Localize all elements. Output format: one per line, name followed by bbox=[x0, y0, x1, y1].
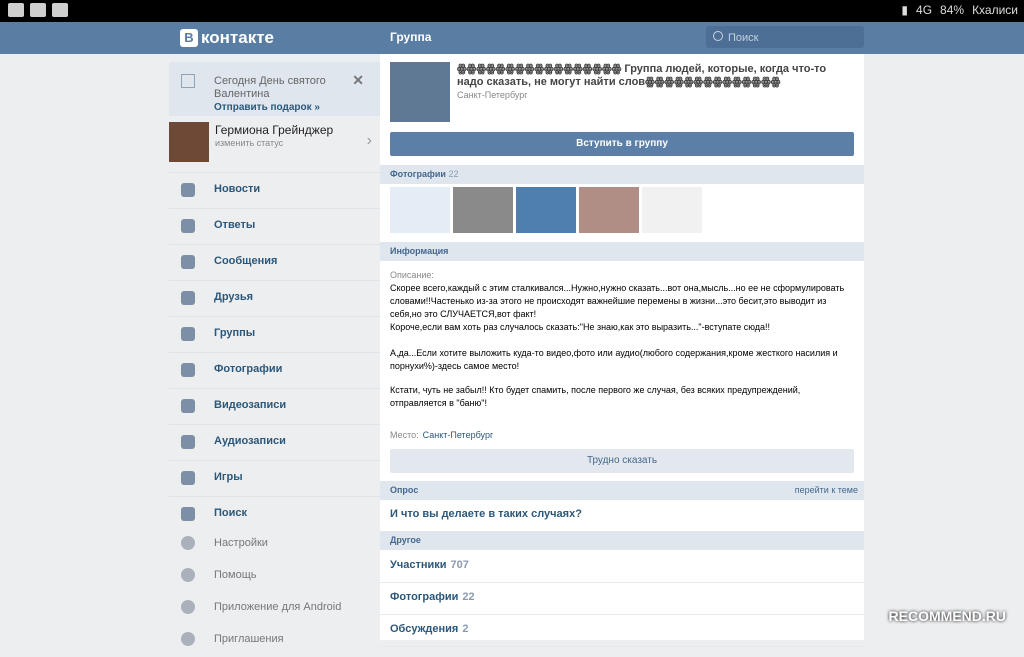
status-app-label: Кхалиси bbox=[972, 3, 1018, 17]
camera-icon bbox=[181, 363, 195, 377]
battery-level: 84% bbox=[940, 3, 965, 17]
discussions-count: 2 bbox=[462, 623, 469, 635]
news-icon bbox=[181, 183, 195, 197]
group-page bbox=[380, 54, 864, 640]
close-icon[interactable]: ✕ bbox=[352, 72, 364, 88]
secondary-menu bbox=[169, 529, 380, 657]
music-icon bbox=[181, 435, 195, 449]
info-section-title: Информация bbox=[390, 246, 449, 256]
description-paragraph: А,да...Если хотите выложить куда-то видео,фото или аудио(любого содержания,кроме жесткого насилия и порнухи%)-здесь самое место! bbox=[390, 348, 838, 371]
photos-section-title: Фотографии bbox=[390, 169, 446, 179]
sidebar-item-photos[interactable]: Фотографии bbox=[169, 352, 380, 388]
invite-icon bbox=[181, 632, 195, 646]
search-icon bbox=[181, 507, 195, 521]
sidebar-item-games[interactable]: Игры bbox=[169, 460, 380, 496]
chevron-right-icon: › bbox=[366, 132, 372, 149]
gift-icon bbox=[181, 74, 195, 88]
place-link[interactable]: Санкт-Петербург bbox=[422, 430, 494, 440]
discussions-row[interactable] bbox=[380, 614, 864, 647]
other-section-header bbox=[380, 531, 864, 550]
change-status-link[interactable]: изменить статус bbox=[215, 138, 284, 148]
network-type: 4G bbox=[916, 3, 933, 17]
sidebar-item-friends[interactable]: Друзья bbox=[169, 280, 380, 316]
vk-logo[interactable] bbox=[180, 28, 274, 48]
photos-row[interactable] bbox=[380, 582, 864, 615]
photos-count: 22 bbox=[448, 169, 459, 179]
photos-label: Фотографии bbox=[390, 591, 459, 603]
description-paragraph: Кстати, чуть не забыл!! Кто будет спамить, после первого же случая, без всяких предупреждений, отправляется в "баню"! bbox=[390, 385, 801, 408]
photo-thumbnail[interactable] bbox=[453, 187, 513, 233]
other-section-title: Другое bbox=[390, 535, 421, 545]
description-paragraph: Короче,если вам хоть раз случалось сказать:"Не знаю,как это выразить..."-вступате сюда!! bbox=[390, 322, 771, 332]
discussions-label: Обсуждения bbox=[390, 623, 459, 635]
group-name: ꙮꙮꙮꙮꙮꙮꙮꙮꙮꙮꙮꙮꙮꙮꙮꙮꙮ Группа людей, которые, когда что-то надо сказать, не могут найти словꙮꙮꙮꙮꙮꙮꙮꙮꙮꙮꙮꙮꙮꙮ bbox=[457, 63, 827, 88]
groups-icon bbox=[181, 327, 195, 341]
help-icon bbox=[181, 568, 195, 582]
top-bar bbox=[0, 22, 1024, 54]
group-city: Санкт-Петербург bbox=[457, 90, 528, 100]
send-gift-link[interactable]: Отправить подарок » bbox=[214, 102, 320, 113]
phone-icon bbox=[181, 600, 195, 614]
poll-section-title: Опрос bbox=[390, 485, 419, 495]
members-count: 707 bbox=[450, 559, 469, 571]
status-bar bbox=[0, 0, 1024, 22]
watermark: RECOMMEND.RU bbox=[888, 608, 1006, 624]
gamepad-icon bbox=[181, 471, 195, 485]
valentine-notification bbox=[169, 62, 380, 116]
sidebar-item-settings[interactable]: Настройки bbox=[169, 529, 380, 561]
search-input[interactable] bbox=[726, 29, 860, 47]
sidebar-item-android-app[interactable]: Приложение для Android bbox=[169, 593, 380, 625]
sidebar-item-videos[interactable]: Видеозаписи bbox=[169, 388, 380, 424]
sidebar-item-groups[interactable]: Группы bbox=[169, 316, 380, 352]
download-notification-icon bbox=[30, 3, 46, 17]
members-row[interactable] bbox=[380, 550, 864, 583]
search-box[interactable] bbox=[706, 26, 864, 48]
description-paragraph bbox=[390, 334, 858, 347]
hard-to-say-button[interactable]: Трудно сказать bbox=[390, 449, 854, 473]
vk-logo-mark: В bbox=[180, 29, 198, 47]
main-menu bbox=[169, 172, 380, 532]
sidebar-item-replies[interactable]: Ответы bbox=[169, 208, 380, 244]
profile-row[interactable] bbox=[169, 120, 380, 168]
sidebar-item-news[interactable]: Новости bbox=[169, 172, 380, 208]
place-row bbox=[390, 430, 493, 440]
photo-thumbnail[interactable] bbox=[642, 187, 702, 233]
photo-thumbnail[interactable] bbox=[516, 187, 576, 233]
film-icon bbox=[181, 399, 195, 413]
sidebar-item-audio[interactable]: Аудиозаписи bbox=[169, 424, 380, 460]
description-paragraph: Скорее всего,каждый с этим сталкивался...Нужно,нужно сказать...вот она,мысль...но ее не сформулировать словами!!Частенько из-за этого не происходят важнейшие перемены в жизни...это бесит,это выводит из себя,но это СЛУЧАЕТСЯ,вот факт! bbox=[390, 283, 845, 319]
group-description bbox=[390, 269, 858, 410]
join-group-button[interactable]: Вступить в группу bbox=[390, 132, 854, 156]
sidebar-item-invites[interactable]: Приглашения bbox=[169, 625, 380, 657]
photo-strip bbox=[390, 187, 702, 233]
image-notification-icon bbox=[8, 3, 24, 17]
profile-name: Гермиона Грейнджер bbox=[215, 123, 334, 137]
photo-thumbnail[interactable] bbox=[390, 187, 450, 233]
go-to-topic-link[interactable]: перейти к теме bbox=[794, 485, 858, 495]
photos-row-count: 22 bbox=[462, 591, 475, 603]
signal-icon: ▮ bbox=[901, 3, 909, 17]
search-icon bbox=[713, 31, 723, 41]
messages-icon bbox=[181, 255, 195, 269]
gear-icon bbox=[181, 536, 195, 550]
sidebar-item-messages[interactable]: Сообщения bbox=[169, 244, 380, 280]
photo-thumbnail[interactable] bbox=[579, 187, 639, 233]
poll-question[interactable]: И что вы делаете в таких случаях? bbox=[390, 508, 582, 520]
replies-icon bbox=[181, 219, 195, 233]
notification-text: Сегодня День святого Валентина bbox=[214, 75, 326, 100]
description-label: Описание: bbox=[390, 270, 434, 280]
photos-section-header[interactable] bbox=[380, 165, 864, 184]
vk-logo-text: контакте bbox=[201, 28, 275, 47]
sidebar bbox=[169, 54, 380, 645]
members-label: Участники bbox=[390, 559, 447, 571]
group-avatar[interactable] bbox=[390, 62, 450, 122]
avatar[interactable] bbox=[169, 122, 209, 162]
poll-section-header bbox=[380, 481, 864, 500]
info-section-header bbox=[380, 242, 864, 261]
place-label: Место: bbox=[390, 430, 419, 440]
sidebar-item-search[interactable]: Поиск bbox=[169, 496, 380, 532]
friends-icon bbox=[181, 291, 195, 305]
vk-notification-icon bbox=[52, 3, 68, 17]
page-title: Группа bbox=[390, 30, 432, 44]
sidebar-item-help[interactable]: Помощь bbox=[169, 561, 380, 593]
